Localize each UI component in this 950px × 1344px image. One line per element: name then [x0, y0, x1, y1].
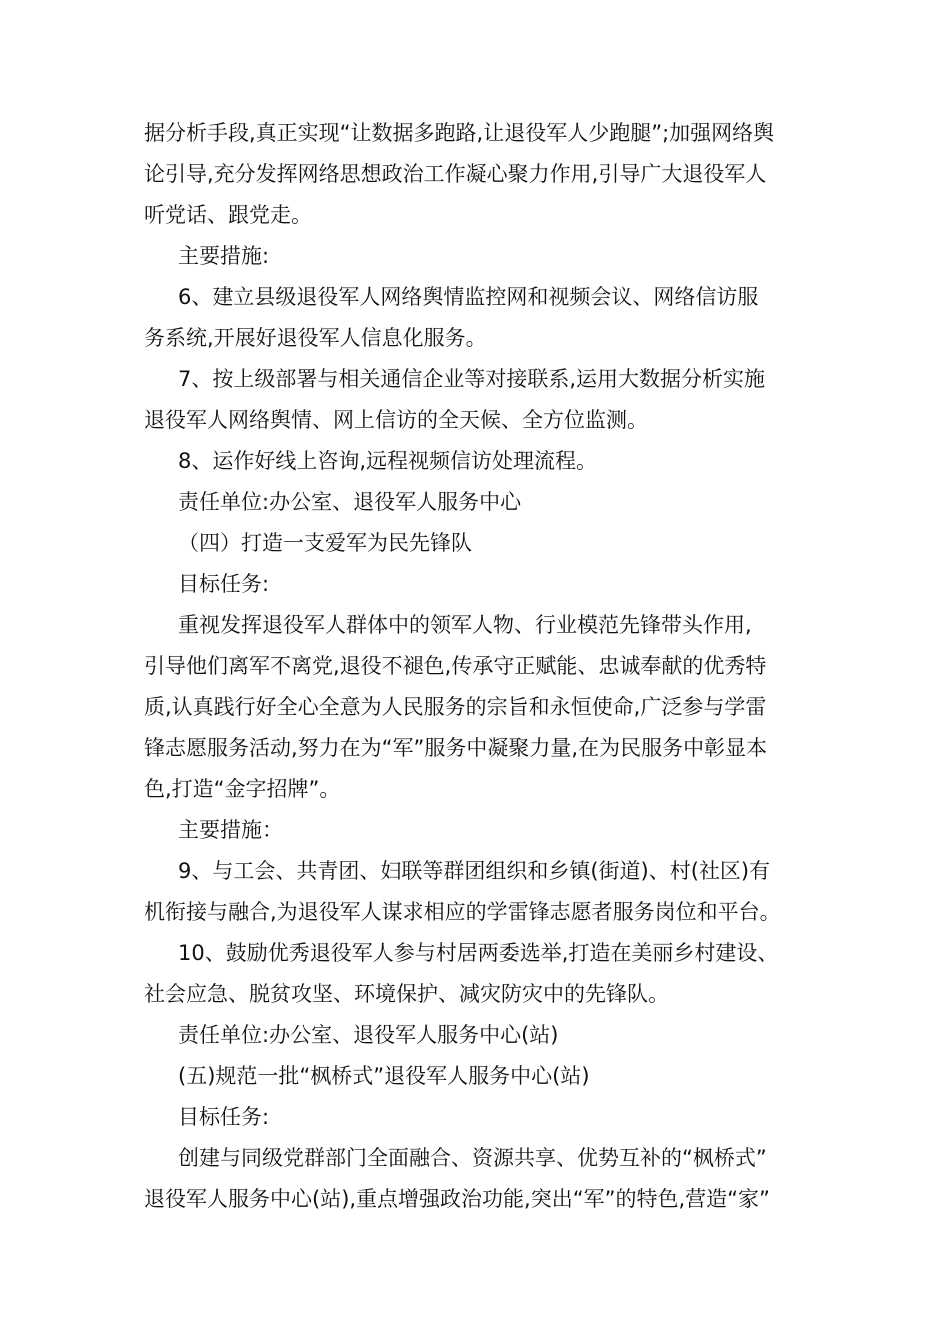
body-line: 创建与同级党群部门全面融合、资源共享、优势互补的“枫桥式”	[178, 1146, 767, 1170]
section-heading: 主要措施:	[178, 244, 270, 268]
body-line: 锋志愿服务活动,努力在为“军”服务中凝聚力量,在为民服务中彰显本	[144, 736, 768, 760]
responsible-unit: 责任单位:办公室、退役军人服务中心	[178, 490, 522, 514]
body-line: 7、按上级部署与相关通信企业等对接联系,运用大数据分析实施	[178, 367, 766, 391]
body-line: 机衔接与融合,为退役军人谋求相应的学雷锋志愿者服务岗位和平台。	[144, 900, 781, 924]
section-heading: 目标任务:	[178, 572, 270, 596]
body-line: 退役军人网络舆情、网上信访的全天候、全方位监测。	[144, 408, 648, 432]
body-line: 10、鼓励优秀退役军人参与村居两委选举,打造在美丽乡村建设、	[178, 941, 779, 965]
body-line: 色,打造“金字招牌”。	[144, 777, 341, 801]
section-heading: 目标任务:	[178, 1105, 270, 1129]
section-title: （四）打造一支爱军为民先锋队	[178, 531, 472, 555]
body-line: 6、建立县级退役军人网络舆情监控网和视频会议、网络信访服	[178, 285, 759, 309]
section-heading: 主要措施：	[178, 818, 283, 842]
body-line: 退役军人服务中心(站),重点增强政治功能,突出“军”的特色,营造“家”	[144, 1187, 770, 1211]
section-title: (五)规范一批“枫桥式”退役军人服务中心(站)	[178, 1064, 590, 1088]
body-line: 听党话、跟党走。	[144, 203, 312, 227]
body-line: 质,认真践行好全心全意为人民服务的宗旨和永恒使命,广泛参与学雷	[144, 695, 767, 719]
document-body	[144, 113, 824, 1220]
body-line: 论引导,充分发挥网络思想政治工作凝心聚力作用,引导广大退役军人	[144, 162, 767, 186]
body-line: 引导他们离军不离党,退役不褪色,传承守正赋能、忠诚奉献的优秀特	[144, 654, 767, 678]
body-line: 9、与工会、共青团、妇联等群团组织和乡镇(街道)、村(社区)有	[178, 859, 771, 883]
body-line: 8、运作好线上咨询,远程视频信访处理流程。	[178, 449, 598, 473]
responsible-unit: 责任单位:办公室、退役军人服务中心(站)	[178, 1023, 559, 1047]
body-line: 重视发挥退役军人群体中的领军人物、行业模范先锋带头作用,	[178, 613, 752, 637]
body-line: 据分析手段,真正实现“让数据多跑路,让退役军人少跑腿”;加强网络舆	[144, 121, 775, 145]
body-line: 务系统,开展好退役军人信息化服务。	[144, 326, 487, 350]
body-line: 社会应急、脱贫攻坚、环境保护、减灾防灾中的先锋队。	[144, 982, 669, 1006]
